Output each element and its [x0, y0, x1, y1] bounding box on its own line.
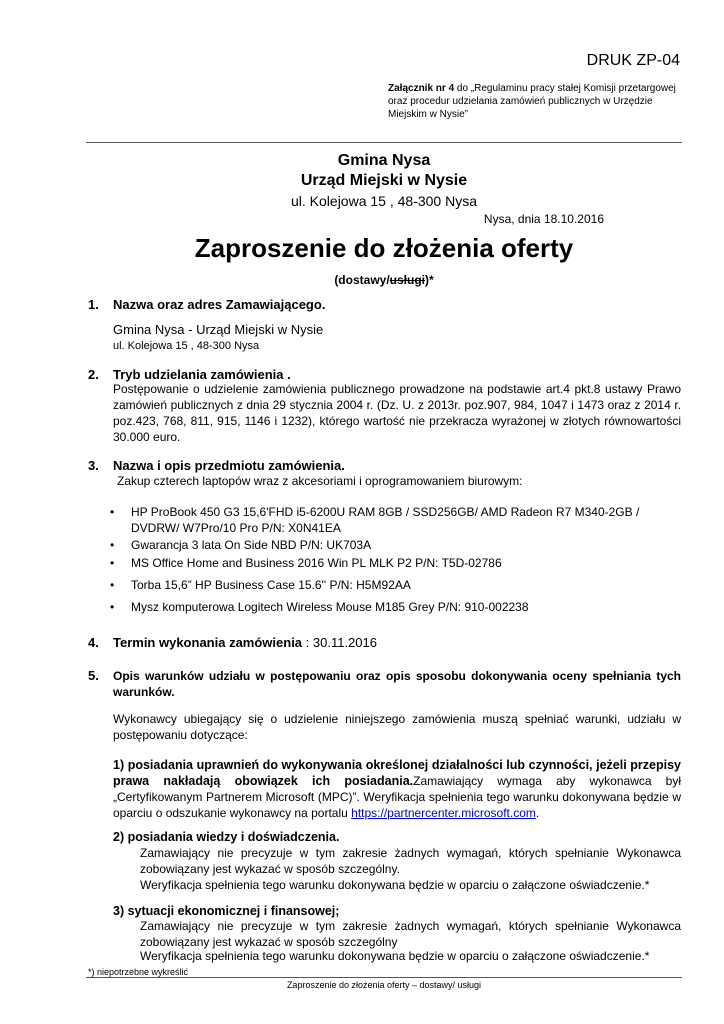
sec3-number: 3. [88, 458, 99, 473]
list-item: Gwarancja 3 lata On Side NBD P/N: UK703A [131, 538, 372, 552]
footer-divider [86, 977, 682, 978]
top-divider [86, 142, 682, 143]
document-date: Nysa, dnia 18.10.2016 [483, 212, 604, 226]
page-subtitle [86, 273, 682, 287]
list-item: HP ProBook 450 G3 15,6'FHD i5-6200U RAM 8GB / SSD256GB/ AMD Radeon R7 M340-2GB / DVDRW/ W7Pro/10 Pro P/N: X0N41EA [131, 505, 640, 535]
page-footer: Zaproszenie do złożenia oferty – dostawy/ usługi [286, 980, 482, 990]
sec1-name: Gmina Nysa - Urząd Miejski w Nysie [113, 322, 324, 337]
org-name: Gmina Nysa [337, 152, 431, 169]
subtitle-close: )* [425, 273, 434, 287]
sec4-title: Termin wykonania zamówienia [113, 635, 303, 650]
sec5-intro: Wykonawcy ubiegający się o udzielenie niniejszego zamówienia muszą spełniać warunki, udziału w postępowaniu dotyczące: [113, 712, 681, 742]
sec1-title: Nazwa oraz adres Zamawiającego. [113, 297, 326, 312]
condition-2-verification: Weryfikacja spełnienia tego warunku dokonywana będzie w oparciu o załączone oświadczenie.* [140, 878, 650, 892]
condition-3-label: 3) sytuacji ekonomicznej i finansowej; [113, 904, 340, 918]
sec3-intro: Zakup czterech laptopów wraz z akcesoriami i oprogramowaniem biurowym: [117, 474, 523, 488]
sec3-title: Nazwa i opis przedmiotu zamówienia. [113, 458, 345, 473]
sec2-number: 2. [88, 367, 99, 382]
bullet-icon: • [110, 505, 115, 519]
sec4-value: : 30.11.2016 [302, 635, 377, 650]
partner-portal-link[interactable]: https://partnercenter.microsoft.com [351, 806, 536, 820]
condition-1-end: . [535, 806, 540, 820]
sec2-title: Tryb udzielania zamówienia . [113, 367, 291, 382]
condition-2-label: 2) posiadania wiedzy i doświadczenia. [113, 830, 340, 844]
office-address: ul. Kolejowa 15 , 48-300 Nysa [291, 193, 477, 209]
sec4-line [113, 635, 377, 650]
condition-3-text: Zamawiający nie precyzuje w tym zakresie żadnych wymagań, których spełnianie Wykonawca zobowiązany jest wykazać w sposób szczególny [140, 919, 681, 949]
condition-2-text: Zamawiający nie precyzuje w tym zakresie żadnych wymagań, których spełnianie Wykonawca zobowiązany jest wykazać w sposób szczególny. [140, 846, 681, 876]
page-title: Zaproszenie do złożenia oferty [194, 233, 574, 263]
list-item: MS Office Home and Business 2016 Win PL MLK P2 P/N: T5D-02786 [131, 556, 502, 570]
subtitle-open: (dostawy/ [334, 273, 390, 287]
condition-3-verification: Weryfikacja spełnienia tego warunku dokonywana będzie w oparciu o załączone oświadczenie.* [140, 949, 650, 963]
subtitle-struck: usługi [389, 273, 425, 287]
office-name: Urząd Miejski w Nysie [300, 172, 468, 189]
bullet-icon: • [110, 556, 115, 570]
sec5-title: Opis warunków udziału w postępowaniu oraz opis sposobu dokonywania oceny spełniania tych warunków. [113, 669, 681, 699]
bullet-icon: • [110, 600, 115, 614]
sec2-text: Postępowanie o udzielenie zamówienia publicznego prowadzone na podstawie art.4 pkt.8 ustawy Prawo zamówień publicznych z dnia 29 stycznia 2004 r. (Dz. U. z 2013r. poz.907, 984, 1047 i 1473 oraz z 2014 r. poz.423, 768, 811, 915, 1146 i 1232), którego wartość nie przekracza wyrażonej w złotych równowartości 30.000 euro. [113, 382, 681, 444]
sec1-address: ul. Kolejowa 15 , 48-300 Nysa [113, 340, 260, 352]
condition-1-text: Zamawiający wymaga aby wykonawca był „Certyfikowanym Partnerem Microsoft (MPC)”. Weryfikacja spełnienia tego warunku dokonywana będzie w oparciu o odszukanie wykonawcy na portalu [113, 774, 681, 820]
sec4-number: 4. [88, 635, 99, 650]
bullet-icon: • [110, 578, 115, 592]
form-code: DRUK ZP-04 [586, 52, 680, 69]
list-item: Mysz komputerowa Logitech Wireless Mouse M185 Grey P/N: 910-002238 [131, 600, 529, 614]
sec5-number: 5. [88, 668, 99, 683]
footnote: *) niepotrzebne wykreślić [88, 967, 189, 977]
attachment-label: Załącznik nr 4 [388, 83, 455, 94]
attachment-note [388, 82, 688, 121]
list-item: Torba 15,6” HP Business Case 15.6'' P/N: H5M92AA [131, 578, 411, 592]
condition-1 [113, 757, 681, 821]
condition-1-label: 1) posiadania uprawnień do wykonywania określonej działalności lub czynności, jeżeli przepisy prawa nakładają obowiązek ich posiadania. [113, 758, 681, 788]
attachment-text: do „Regulaminu pracy stałej Komisji przetargowej oraz procedur udzielania zamówień publicznych w Urzędzie Miejskim w Nysie” [388, 83, 676, 120]
sec1-number: 1. [88, 297, 99, 312]
bullet-icon: • [110, 538, 115, 552]
